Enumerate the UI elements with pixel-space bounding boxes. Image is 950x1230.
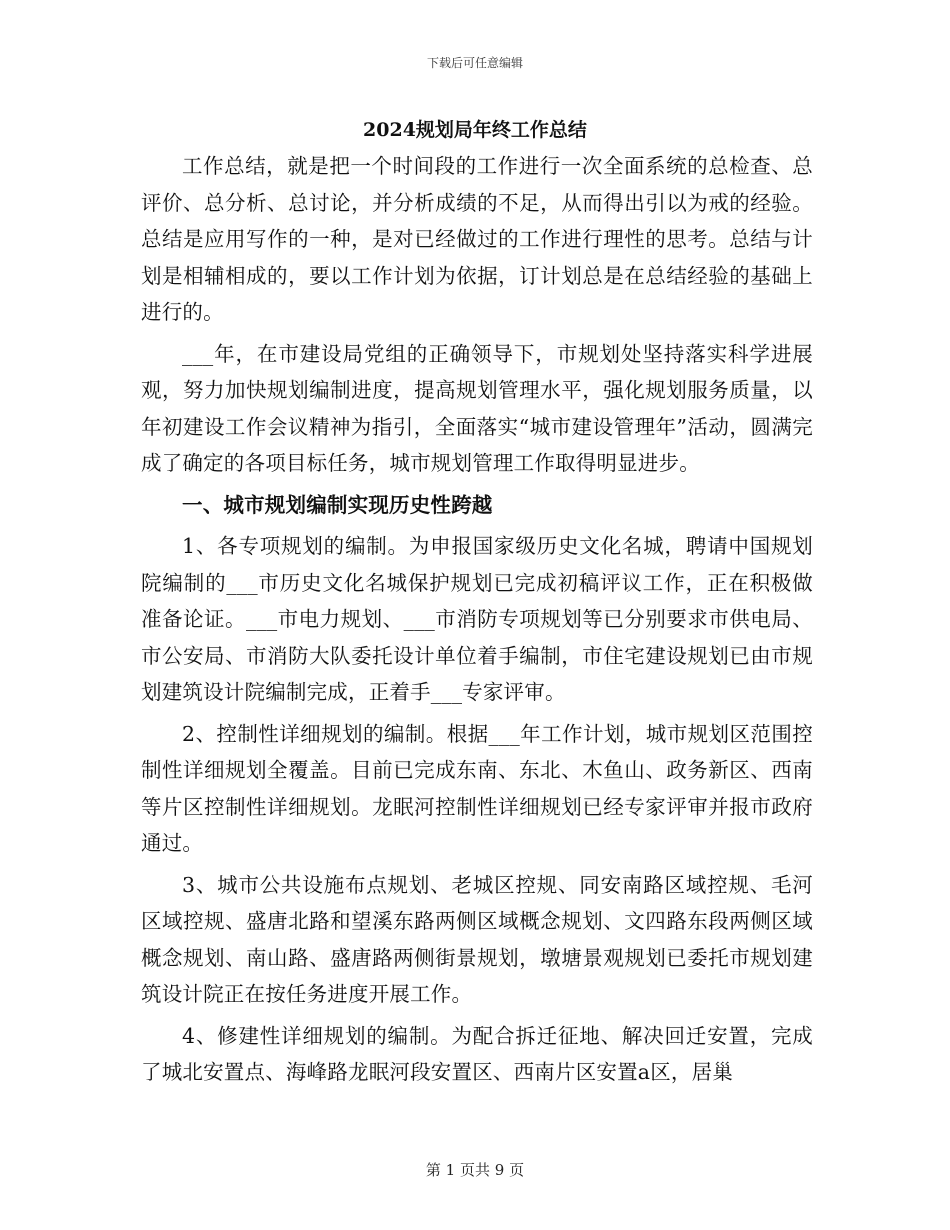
header-note: 下载后可任意编辑 <box>426 56 523 70</box>
page-number: 第 1 页共 9 页 <box>425 1161 525 1179</box>
paragraph-overview: ___年，在市建设局党组的正确领导下，市规划处坚持落实科学进展观，努力加快规划编制进度，提高规划管理水平，强化规划服务质量，以年初建设工作会议精神为指引，全面落实“城市建设管理年”活动，圆满完成了确定的各项目标任务，城市规划管理工作取得明显进步。 <box>141 341 813 475</box>
paragraph-item-1: 1、各专项规划的编制。为申报国家级历史文化名城，聘请中国规划院编制的___市历史文化名城保护规划已完成初稿评议工作，正在积极做准备论证。___市电力规划、___市消防专项规划等已分别要求市供电局、市公安局、市消防大队委托设计单位着手编制，市住宅建设规划已由市规划建筑设计院编制完成，正着手___专家评审。 <box>141 534 813 704</box>
paragraph-intro: 工作总结，就是把一个时间段的工作进行一次全面系统的总检查、总评价、总分析、总讨论，并分析成绩的不足，从而得出引以为戒的经验。总结是应用写作的一种，是对已经做过的工作进行理性的思考。总结与计划是相辅相成的，要以工作计划为依据，订计划总是在总结经验的基础上进行的。 <box>141 154 813 324</box>
paragraph-item-4: 4、修建性详细规划的编制。为配合拆迁征地、解决回迁安置，完成了城北安置点、海峰路龙眠河段安置区、西南片区安置a区，居巢 <box>141 1023 813 1084</box>
document-body <box>141 148 813 1096</box>
document-title: 2024规划局年终工作总结 <box>363 119 587 141</box>
section-heading-1: 一、城市规划编制实现历史性跨越 <box>182 492 493 517</box>
paragraph-item-2: 2、控制性详细规划的编制。根据___年工作计划，城市规划区范围控制性详细规划全覆盖。目前已完成东南、东北、木鱼山、政务新区、西南等片区控制性详细规划。龙眠河控制性详细规划已经专家评审并报市政府通过。 <box>141 721 813 855</box>
paragraph-item-3: 3、城市公共设施布点规划、老城区控规、同安南路区域控规、毛河区域控规、盛唐北路和望溪东路两侧区域概念规划、文四路东段两侧区域概念规划、南山路、盛唐路两侧街景规划，墩塘景观规划已委托市规划建筑设计院正在按任务进度开展工作。 <box>141 872 813 1006</box>
